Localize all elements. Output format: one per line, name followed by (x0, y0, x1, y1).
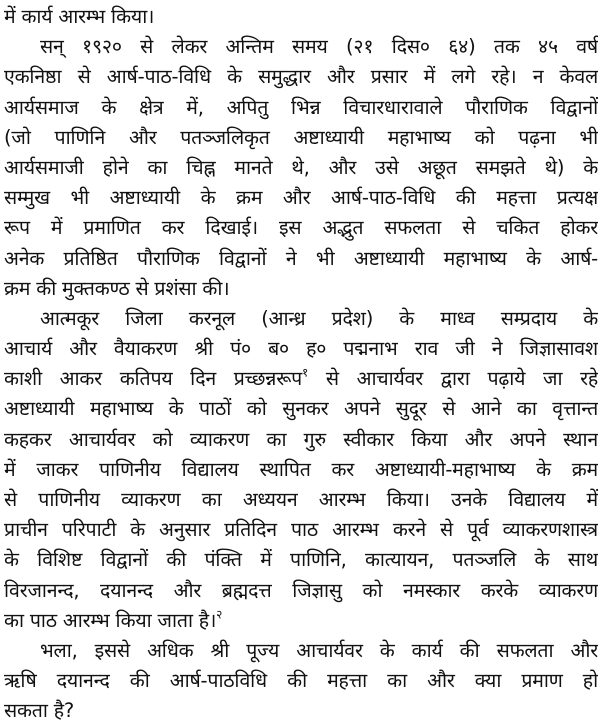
text-line: के विशिष्ट विद्वानों की पंक्ति में पाणिनि, कात्यायन, पतञ्जलि के साथ (4, 548, 598, 572)
text-line: से पाणिनीय व्याकरण का अध्ययन आरम्भ किया। उनके विद्यालय में (4, 488, 598, 511)
footnote-mark: १ (302, 365, 309, 380)
text-line-with-footnote (4, 606, 598, 636)
text-line: रूप में प्रमाणित कर दिखाई। इस अद्भुत सफलता से चकित होकर (4, 216, 598, 240)
text-line: क्रम की मुक्तकण्ठ से प्रशंसा की। (4, 276, 230, 300)
text-line: विरजानन्द, दयानन्द और ब्रह्मदत्त जिज्ञासु को नमस्कार करके व्याकरण (4, 578, 598, 602)
text-line: सम्मुख भी अष्टाध्यायी के क्रम और आर्ष-पाठ-विधि की महत्ता प्रत्यक्ष (4, 186, 598, 210)
text-line: प्राचीन परिपाटी के अनुसार प्रतिदिन पाठ आरम्भ करने से पूर्व व्याकरणशास्त्र (4, 518, 598, 542)
text-line: में कार्य आरम्भ किया। (4, 5, 155, 28)
text-line: कहकर आचार्यवर को व्याकरण का गुरु स्वीकार किया और अपने स्थान (4, 427, 598, 451)
text-segment: का पाठ आरम्भ किया जाता है। (4, 608, 217, 632)
footnote-mark: २ (216, 607, 223, 622)
text-line: सकता है? (4, 699, 75, 723)
text-line: आर्यसमाजी होने का चिह्न मानते थे, और उसे अछूत समझते थे) के (4, 155, 598, 179)
text-line: (जो पाणिनि और पतञ्जलिकृत अष्टाध्यायी महाभाष्य को पढ़ना भी (4, 125, 598, 149)
text-line: आत्मकूर जिला करनूल (आन्ध्र प्रदेश) के माध्व सम्प्रदाय के (40, 306, 598, 330)
text-line: में जाकर पाणिनीय विद्यालय स्थापित कर अष्टाध्यायी-महाभाष्य के क्रम (4, 457, 598, 481)
text-segment: काशी आकर कतिपय दिन प्रच्छन्नरूप (4, 367, 303, 391)
text-line: अष्टाध्यायी महाभाष्य के पाठों को सुनकर अपने सुदूर से आने का वृत्तान्त (4, 397, 598, 421)
text-line: एकनिष्ठा से आर्ष-पाठ-विधि के समुद्धार और प्रसार में लगे रहे। न केवल (4, 65, 598, 89)
text-line: सन् १९२० से लेकर अन्तिम समय (२१ दिस० ६४) तक ४५ वर्ष (40, 35, 598, 59)
text-line: अनेक प्रतिष्ठित पौराणिक विद्वानों ने भी अष्टाध्यायी महाभाष्य के आर्ष- (4, 246, 598, 270)
text-segment: से आचार्यवर द्वारा पढ़ाये जा रहे (325, 367, 598, 391)
text-line: आचार्य और वैयाकरण श्री पं० ब० ह० पद्मनाभ राव जी ने जिज्ञासावश (4, 337, 598, 361)
text-line-with-footnote (4, 364, 598, 394)
text-line: आर्यसमाज के क्षेत्र में, अपितु भिन्न विचारधारावाले पौराणिक विद्वानों (4, 95, 598, 119)
text-line: ऋषि दयानन्द की आर्ष-पाठविधि की महत्ता का और क्या प्रमाण हो (4, 669, 598, 693)
text-line: भला, इससे अधिक श्री पूज्य आचार्यवर के कार्य की सफलता और (40, 638, 598, 662)
